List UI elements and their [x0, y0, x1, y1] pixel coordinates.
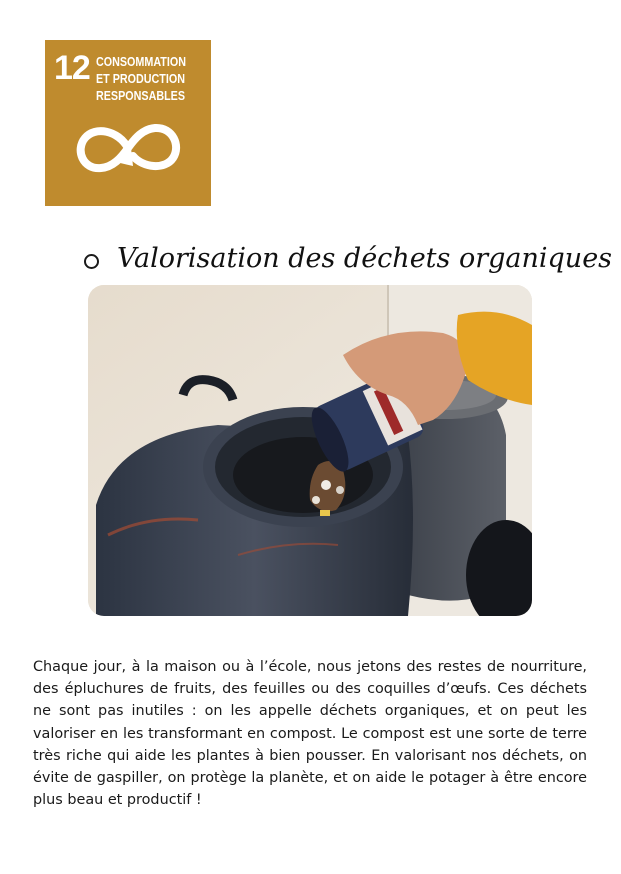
section-heading	[84, 236, 612, 280]
sdg-number: 12	[54, 49, 90, 87]
hollow-circle-bullet-icon	[84, 254, 99, 269]
infinity-arrow-icon	[73, 118, 183, 178]
section-heading-text: Valorisation des déchets organiques	[117, 242, 613, 274]
sdg-title-line-2: ET PRODUCTION	[96, 72, 185, 86]
sdg-title	[96, 54, 186, 105]
sdg-12-badge	[45, 40, 211, 206]
sdg-title-line-3: RESPONSABLES	[96, 89, 186, 103]
body-paragraph: Chaque jour, à la maison ou à l’école, nous jetons des restes de nourriture, des épluchures de fruits, des feuilles ou des coquilles d’œufs. Ces déchets ne sont pas inutiles : on les appelle déchets organiques, et on peut les valoriser en les transformant en compost. Le compost est une sorte de terre très riche qui aide les plantes à bien pousser. En valorisant nos déchets, on évite de gaspiller, on protège la planète, et on aide le potager à être encore plus beau et productif !	[33, 659, 587, 809]
compost-bin-photo	[88, 285, 532, 616]
sdg-title-line-1: CONSOMMATION	[96, 55, 186, 69]
